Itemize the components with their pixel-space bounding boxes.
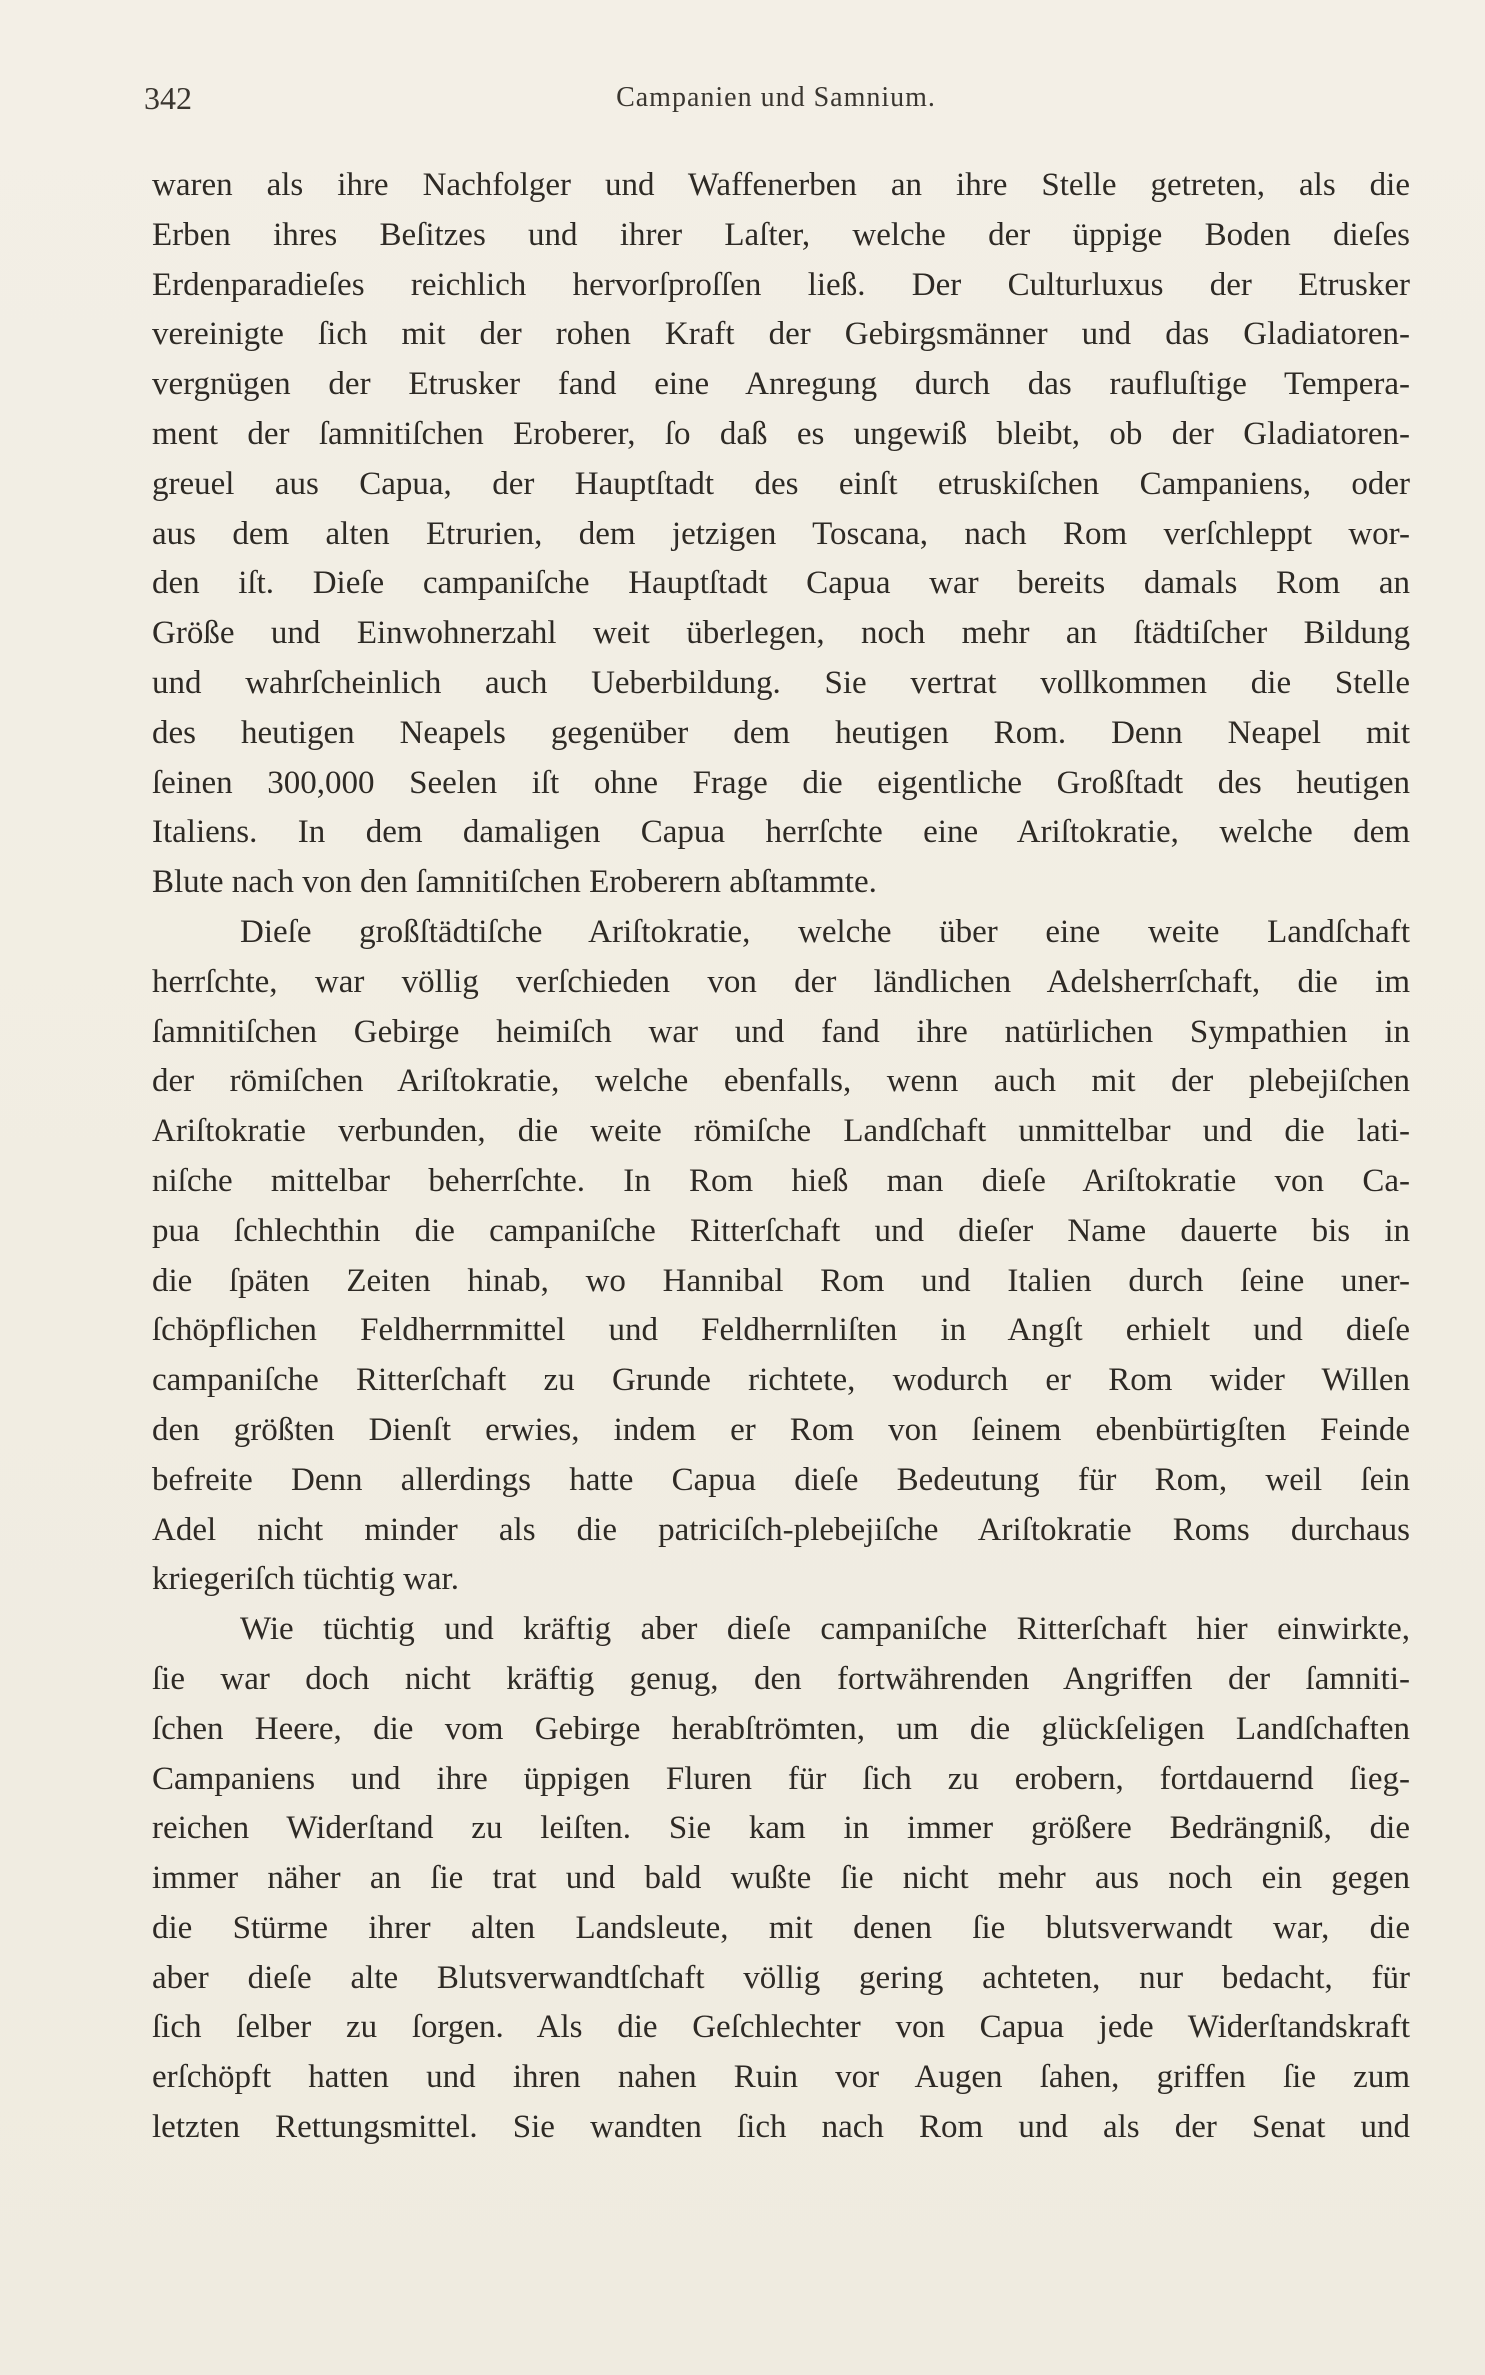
- text-line: aus dem alten Etrurien, dem jetzigen Toscana, nach Rom verſchleppt wor-: [152, 515, 1410, 552]
- text-line: ſchöpflichen Feldherrnmittel und Feldherrnliſten in Angſt erhielt und dieſe: [152, 1312, 1410, 1349]
- text-line: Erdenparadieſes reichlich hervorſproſſen ließ. Der Culturluxus der Etrusker: [152, 266, 1410, 303]
- text-line: des heutigen Neapels gegenüber dem heutigen Rom. Denn Neapel mit: [152, 714, 1410, 751]
- body-text: [152, 161, 1410, 2153]
- text-line: niſche mittelbar beherrſchte. In Rom hieß man dieſe Ariſtokratie von Ca-: [152, 1162, 1410, 1199]
- text-line: Dieſe großſtädtiſche Ariſtokratie, welche über eine weite Landſchaft: [240, 913, 1410, 950]
- text-line: campaniſche Ritterſchaft zu Grunde richtete, wodurch er Rom wider Willen: [152, 1362, 1410, 1399]
- text-line: reichen Widerſtand zu leiſten. Sie kam in immer größere Bedrängniß, die: [152, 1810, 1410, 1847]
- text-line: die Stürme ihrer alten Landsleute, mit denen ſie blutsverwandt war, die: [152, 1909, 1410, 1946]
- text-line: ſeinen 300,000 Seelen iſt ohne Frage die eigentliche Großſtadt des heutigen: [152, 764, 1410, 801]
- running-title: Campanien und Samnium.: [616, 82, 936, 113]
- text-line: herrſchte, war völlig verſchieden von der ländlichen Adelsherrſchaft, die im: [152, 963, 1410, 1000]
- text-line: befreite Denn allerdings hatte Capua dieſe Bedeutung für Rom, weil ſein: [152, 1461, 1410, 1498]
- text-line: vereinigte ſich mit der rohen Kraft der Gebirgsmänner und das Gladiatoren-: [152, 316, 1410, 353]
- text-line: die ſpäten Zeiten hinab, wo Hannibal Rom und Italien durch ſeine uner-: [152, 1262, 1410, 1299]
- text-line: vergnügen der Etrusker fand eine Anregung durch das raufluſtige Tempera-: [152, 366, 1410, 403]
- text-line: Adel nicht minder als die patriciſch-plebejiſche Ariſtokratie Roms durchaus: [152, 1511, 1410, 1548]
- text-line: immer näher an ſie trat und bald wußte ſie nicht mehr aus noch ein gegen: [152, 1860, 1410, 1897]
- text-line: greuel aus Capua, der Hauptſtadt des einſt etruskiſchen Campaniens, oder: [152, 465, 1410, 502]
- text-line: letzten Rettungsmittel. Sie wandten ſich nach Rom und als der Senat und: [152, 2109, 1410, 2146]
- page-number: 342: [144, 80, 192, 116]
- text-line: den iſt. Dieſe campaniſche Hauptſtadt Capua war bereits damals Rom an: [152, 565, 1410, 602]
- text-line: aber dieſe alte Blutsverwandtſchaft völlig gering achteten, nur bedacht, für: [152, 1959, 1410, 1996]
- text-line: Blute nach von den ſamnitiſchen Eroberern abſtammte.: [152, 864, 877, 901]
- text-line: und wahrſcheinlich auch Ueberbildung. Sie vertrat vollkommen die Stelle: [152, 664, 1410, 701]
- text-line: Italiens. In dem damaligen Capua herrſchte eine Ariſtokratie, welche dem: [152, 814, 1410, 851]
- text-line: waren als ihre Nachfolger und Waffenerben an ihre Stelle getreten, als die: [152, 167, 1410, 203]
- text-line: pua ſchlechthin die campaniſche Ritterſchaft und dieſer Name dauerte bis in: [152, 1212, 1410, 1249]
- text-line: erſchöpft hatten und ihren nahen Ruin vor Augen ſahen, griffen ſie zum: [152, 2059, 1410, 2096]
- text-line: den größten Dienſt erwies, indem er Rom von ſeinem ebenbürtigſten Feinde: [152, 1411, 1410, 1448]
- text-line: ſie war doch nicht kräftig genug, den fortwährenden Angriffen der ſamniti-: [152, 1660, 1410, 1697]
- text-line: ſamnitiſchen Gebirge heimiſch war und fand ihre natürlichen Sympathien in: [152, 1013, 1410, 1050]
- text-line: Wie tüchtig und kräftig aber dieſe campaniſche Ritterſchaft hier einwirkte,: [240, 1611, 1410, 1648]
- text-line: ſich ſelber zu ſorgen. Als die Geſchlechter von Capua jede Widerſtandskraft: [152, 2009, 1410, 2046]
- text-line: Ariſtokratie verbunden, die weite römiſche Landſchaft unmittelbar und die lati-: [152, 1113, 1410, 1150]
- text-line: Größe und Einwohnerzahl weit überlegen, noch mehr an ſtädtiſcher Bildung: [152, 615, 1410, 652]
- text-line: ment der ſamnitiſchen Eroberer, ſo daß es ungewiß bleibt, ob der Gladiatoren-: [152, 415, 1410, 452]
- text-line: der römiſchen Ariſtokratie, welche ebenfalls, wenn auch mit der plebejiſchen: [152, 1063, 1410, 1100]
- text-line: ſchen Heere, die vom Gebirge herabſtrömten, um die glückſeligen Landſchaften: [152, 1710, 1410, 1747]
- text-line: Erben ihres Beſitzes und ihrer Laſter, welche der üppige Boden dieſes: [152, 216, 1410, 253]
- text-line: kriegeriſch tüchtig war.: [152, 1561, 459, 1598]
- text-line: Campaniens und ihre üppigen Fluren für ſich zu erobern, fortdauernd ſieg-: [152, 1760, 1410, 1797]
